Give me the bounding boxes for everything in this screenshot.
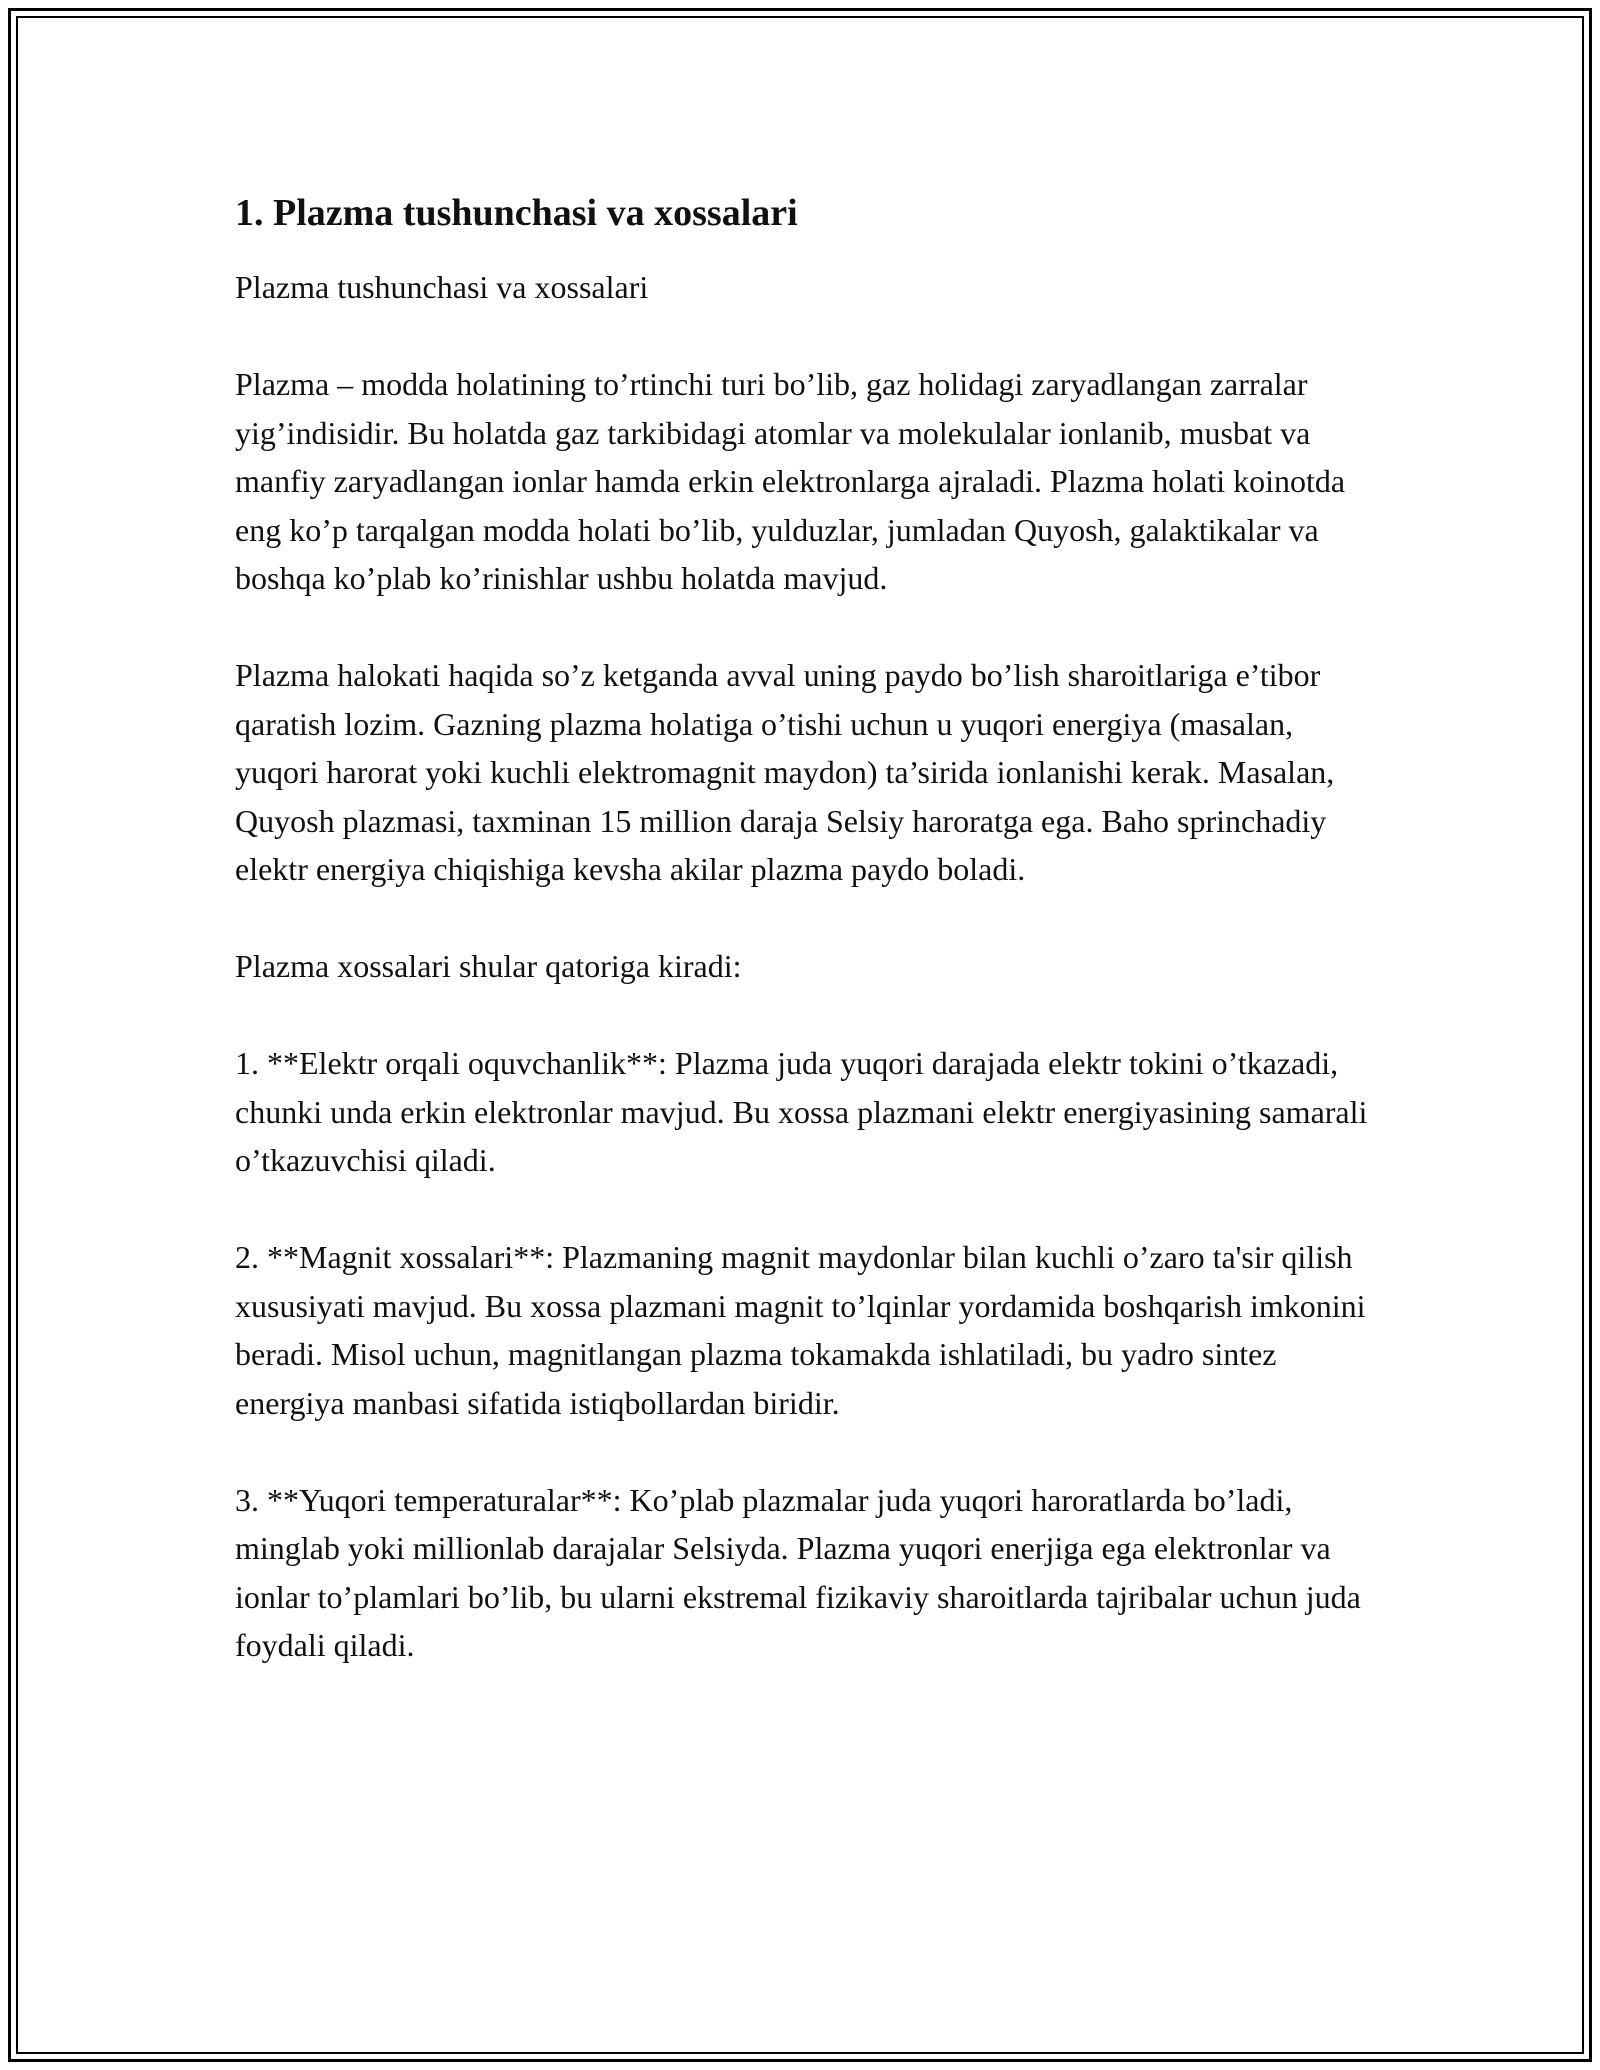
paragraph-properties-intro: Plazma xossalari shular qatoriga kiradi: <box>235 948 742 984</box>
paragraph-formation: Plazma halokati haqida so’z ketganda avval uning paydo bo’lish sharoitlariga e’tibor qaratish lozim. Gazning plazma holatiga o’tishi uchun u yuqori energiya (masalan, yuqori harorat yoki kuchli elektromagnit maydon) ta’sirida ionlanishi kerak. Masalan, Quyosh plazmasi, taxminan 15 million daraja Selsiy haroratga ega. Baho sprinchadiy elektr energiya chiqishiga kevsha akilar plazma paydo boladi. <box>235 657 1335 887</box>
list-item-magnetic-properties: 2. **Magnit xossalari**: Plazmaning magnit maydonlar bilan kuchli o’zaro ta'sir qilish xususiyati mavjud. Bu xossa plazmani magnit to’lqinlar yordamida boshqarish imkonini beradi. Misol uchun, magnitlangan plazma tokamakda ishlatiladi, bu yadro sintez energiya manbasi sifatida istiqbollardan biridir. <box>235 1239 1366 1421</box>
document-body <box>235 185 1375 1718</box>
list-item-electrical-conductivity: 1. **Elektr orqali oquvchanlik**: Plazma juda yuqori darajada elektr tokini o’tkazadi, chunki unda erkin elektronlar mavjud. Bu xossa plazmani elektr energiyasining samarali o’tkazuvchisi qiladi. <box>235 1045 1368 1178</box>
section-subtitle: Plazma tushunchasi va xossalari <box>235 269 649 305</box>
section-heading: 1. Plazma tushunchasi va xossalari <box>235 192 798 234</box>
paragraph-definition: Plazma – modda holatining to’rtinchi turi bo’lib, gaz holidagi zaryadlangan zarralar yig’indisidir. Bu holatda gaz tarkibidagi atomlar va molekulalar ionlanib, musbat va manfiy zaryadlangan ionlar hamda erkin elektronlarga ajraladi. Plazma holati koinotda eng ko’p tarqalgan modda holati bo’lib, yulduzlar, jumladan Quyosh, galaktikalar va boshqa ko’plab ko’rinishlar ushbu holatda mavjud. <box>235 366 1346 596</box>
list-item-high-temperatures: 3. **Yuqori temperaturalar**: Ko’plab plazmalar juda yuqori haroratlarda bo’ladi, minglab yoki millionlab darajalar Selsiyda. Plazma yuqori enerjiga ega elektronlar va ionlar to’plamlari bo’lib, bu ularni ekstremal fizikaviy sharoitlarda tajribalar uchun juda foydali qiladi. <box>235 1481 1361 1663</box>
